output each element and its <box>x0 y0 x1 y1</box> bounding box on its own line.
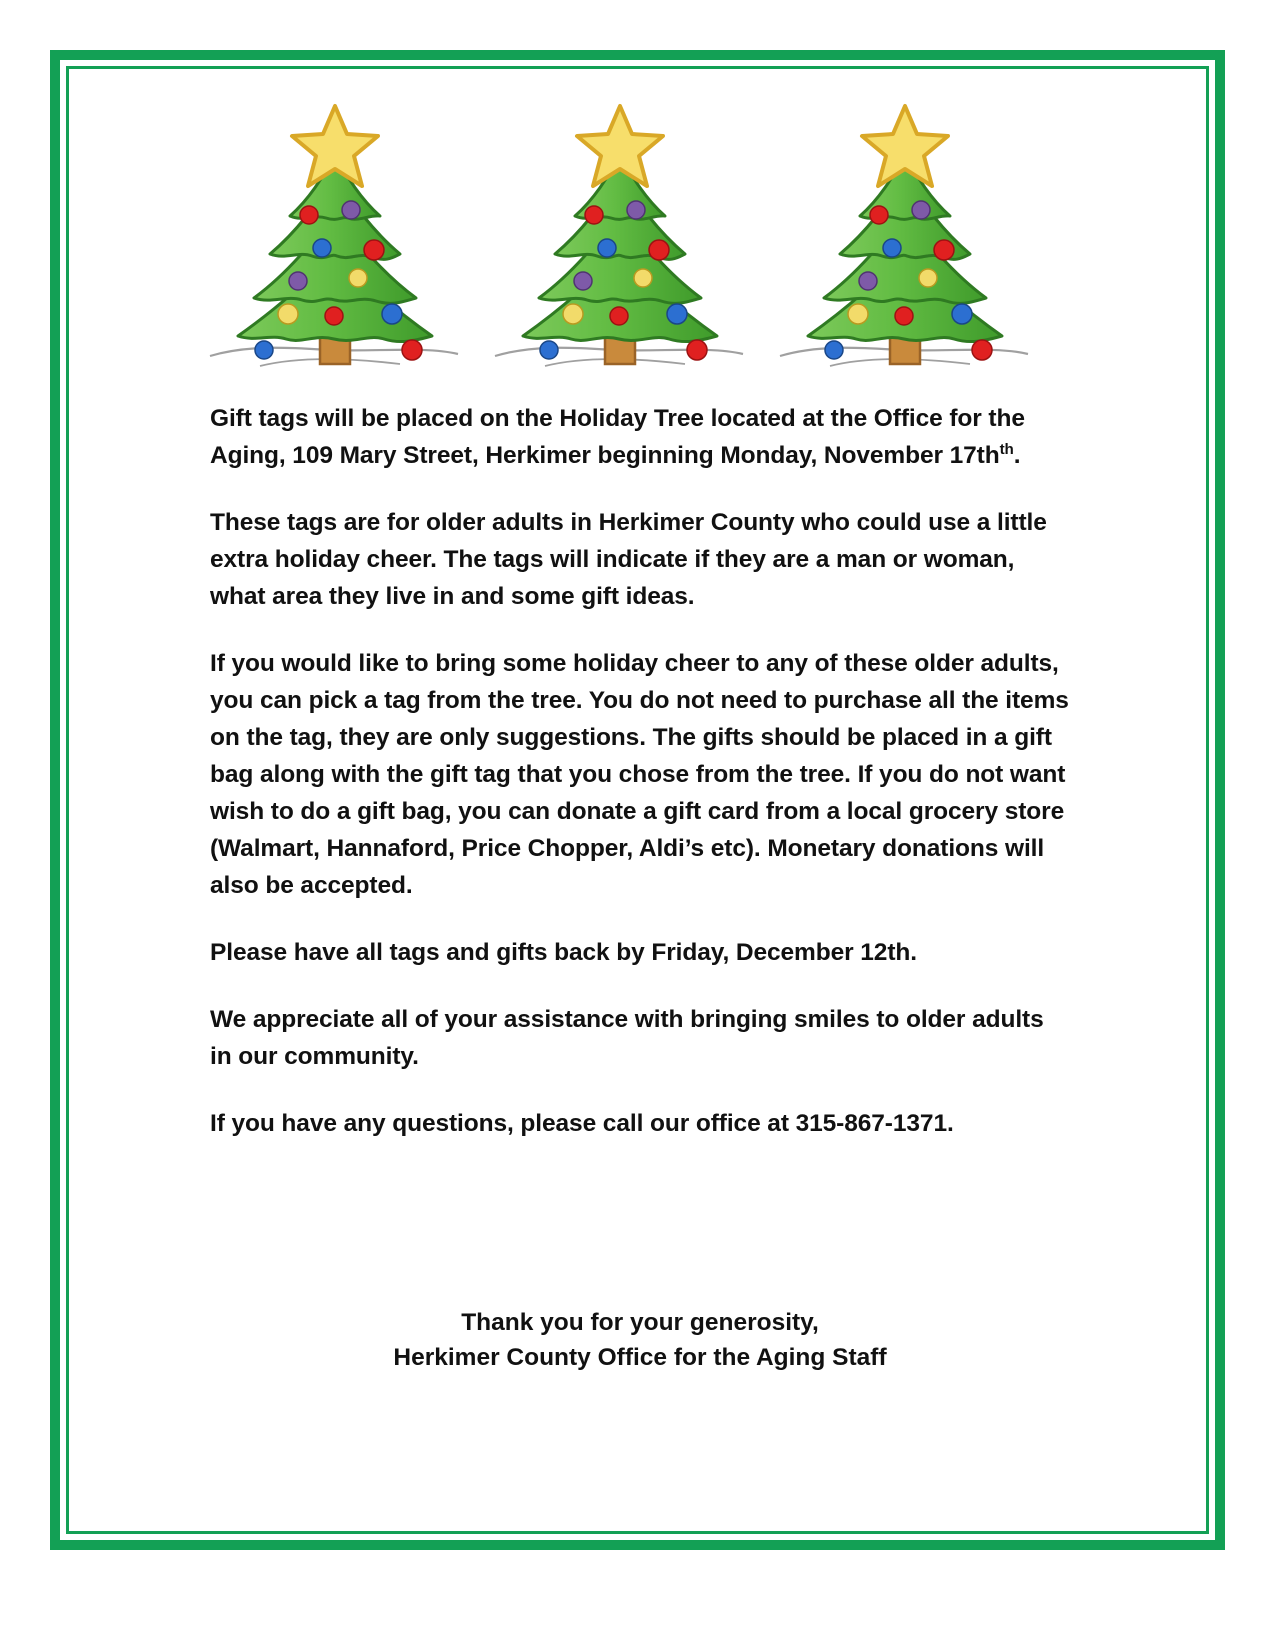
christmas-tree-icon <box>485 98 755 388</box>
christmas-tree-icon <box>200 98 470 388</box>
signature-org: Herkimer County Office for the Aging Staff <box>393 1344 887 1371</box>
flyer-content <box>80 80 1195 1520</box>
ordinal-suffix: th <box>999 440 1014 458</box>
signature-thanks: Thank you for your generosity, <box>461 1309 819 1336</box>
paragraph-questions: If you have any questions, please call our office at 315-867-1371. <box>210 1110 954 1137</box>
signature-block <box>210 1305 1070 1375</box>
paragraph-gift-tags-placed <box>210 400 1070 474</box>
paragraph-appreciation: We appreciate all of your assistance with bringing smiles to older adults in our community. <box>210 1006 1044 1070</box>
paragraph-how-to-participate: If you would like to bring some holiday cheer to any of these older adults, you can pick a tag from the tree. You do not need to purchase all the items on the tag, they are only suggestions. The gifts should be placed in a gift bag along with the gift tag that you chose from the tree. If you do not want wish to do a gift bag, you can donate a gift card from a local grocery store (Walmart, Hannaford, Price Chopper, Aldi’s etc). Monetary donations will also be accepted. <box>210 650 1069 899</box>
paragraph-deadline: Please have all tags and gifts back by Friday, December 12th. <box>210 939 917 966</box>
flyer-body <box>210 400 1070 1142</box>
paragraph-gift-tags-placed-period: . <box>1013 442 1021 469</box>
paragraph-who-tags-are-for: These tags are for older adults in Herkimer County who could use a little extra holiday cheer. The tags will indicate if they are a man or woman, what area they live in and some gift ideas. <box>210 509 1047 610</box>
christmas-tree-icon <box>770 98 1040 388</box>
christmas-tree-row <box>200 98 1040 388</box>
paragraph-gift-tags-placed-lead: Gift tags will be placed on the Holiday Tree located at the Office for the Aging, 109 Mary Street, Herkimer beginning Monday, November 17th <box>210 405 1025 469</box>
